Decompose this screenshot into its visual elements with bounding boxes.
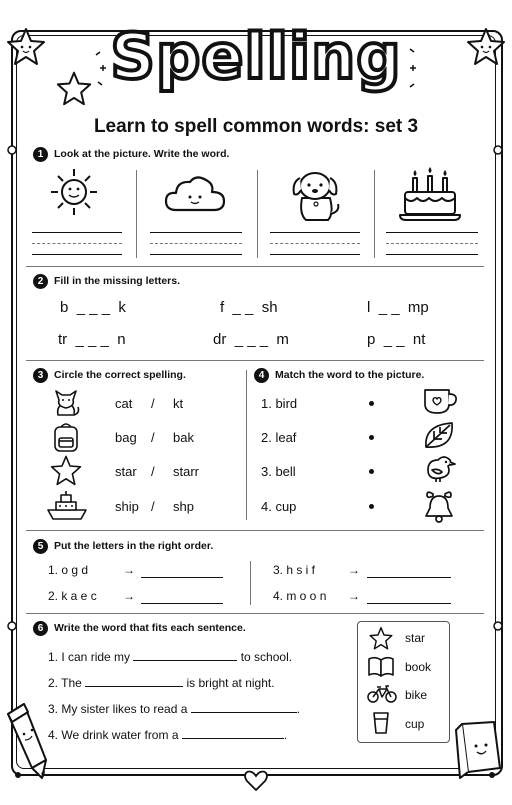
- match-word: 2. leaf: [261, 430, 297, 445]
- section-4-instruction: Match the word to the picture.: [275, 369, 425, 381]
- section-1-number: 1: [33, 147, 48, 162]
- leaf-icon: [422, 419, 456, 451]
- puppy-icon: [286, 164, 344, 224]
- spelling-choice-a[interactable]: bag: [115, 430, 137, 445]
- match-dot[interactable]: [369, 469, 374, 474]
- cat-icon: [52, 385, 80, 419]
- star-icon: [50, 454, 82, 486]
- section-2-instruction: Fill in the missing letters.: [54, 275, 181, 287]
- spelling-choice-a[interactable]: cat: [115, 396, 133, 411]
- match-dot[interactable]: [369, 504, 374, 509]
- book-character-icon: [452, 718, 504, 780]
- section-6-instruction: Write the word that fits each sentence.: [54, 622, 246, 634]
- star-outline-icon: [369, 626, 393, 650]
- missing-letters-item: f _ _ sh: [220, 299, 278, 316]
- answer-line[interactable]: [367, 577, 451, 578]
- sentence: 2. The is bright at night.: [48, 676, 275, 690]
- cloud-icon: [164, 172, 226, 216]
- cup-icon: [422, 386, 458, 416]
- answer-line[interactable]: [141, 603, 223, 604]
- section-3-instruction: Circle the correct spelling.: [54, 369, 186, 381]
- section-1-instruction: Look at the picture. Write the word.: [54, 148, 230, 160]
- spelling-choice-b[interactable]: starr: [173, 464, 199, 479]
- answer-line[interactable]: [141, 577, 223, 578]
- answer-line[interactable]: [367, 603, 451, 604]
- missing-letters-item: dr _ _ _ m: [213, 331, 289, 348]
- scrambled-word: 2. k a e c: [48, 589, 97, 603]
- scrambled-word: 4. m o o n: [273, 589, 327, 603]
- word-bank-word: star: [405, 631, 426, 645]
- sentence: 1. I can ride my to school.: [48, 650, 293, 664]
- spelling-choice-b[interactable]: bak: [173, 430, 194, 445]
- word-bank-word: book: [405, 660, 432, 674]
- scrambled-word: 3. h s i f: [273, 563, 316, 577]
- section-5-number: 5: [33, 539, 48, 554]
- bike-icon: [367, 684, 397, 704]
- word-bank-word: cup: [405, 717, 425, 731]
- section-3-number: 3: [33, 368, 48, 383]
- missing-letters-item: tr _ _ _ n: [58, 331, 126, 348]
- page-subtitle: Learn to spell common words: set 3: [93, 116, 419, 137]
- sentence-blank[interactable]: [85, 686, 183, 687]
- match-word: 4. cup: [261, 499, 297, 514]
- spelling-choice-b[interactable]: kt: [173, 396, 184, 411]
- sentence-blank[interactable]: [182, 738, 284, 739]
- section-4-number: 4: [254, 368, 269, 383]
- backpack-icon: [52, 421, 80, 453]
- section-5-instruction: Put the letters in the right order.: [54, 540, 214, 552]
- sentence: 4. We drink water from a .: [48, 728, 288, 742]
- missing-letters-item: p _ _ nt: [367, 331, 426, 348]
- match-word: 3. bell: [261, 464, 296, 479]
- spelling-choice-a[interactable]: star: [115, 464, 137, 479]
- sentence-blank[interactable]: [191, 712, 297, 713]
- book-icon: [367, 656, 395, 678]
- match-dot[interactable]: [369, 435, 374, 440]
- bird-icon: [422, 452, 458, 484]
- spelling-choice-a[interactable]: ship: [115, 499, 139, 514]
- word-bank-word: bike: [405, 688, 428, 702]
- missing-letters-item: l _ _ mp: [367, 299, 429, 316]
- page-title: Spelling: [110, 20, 402, 93]
- glass-icon: [372, 711, 390, 735]
- heart-icon: [245, 772, 267, 790]
- scrambled-word: 1. o g d: [48, 563, 89, 577]
- section-2-number: 2: [33, 274, 48, 289]
- match-word: 1. bird: [261, 396, 298, 411]
- sentence: 3. My sister likes to read a .: [48, 702, 301, 716]
- bell-icon: [422, 488, 456, 524]
- cake-icon: [398, 164, 462, 224]
- missing-letters-item: b _ _ _ k: [60, 299, 126, 316]
- ship-icon: [46, 490, 88, 522]
- sun-icon: [48, 166, 100, 218]
- section-6-number: 6: [33, 621, 48, 636]
- match-dot[interactable]: [369, 401, 374, 406]
- sentence-blank[interactable]: [133, 660, 237, 661]
- spelling-choice-b[interactable]: shp: [173, 499, 194, 514]
- pencil-icon: [2, 700, 50, 782]
